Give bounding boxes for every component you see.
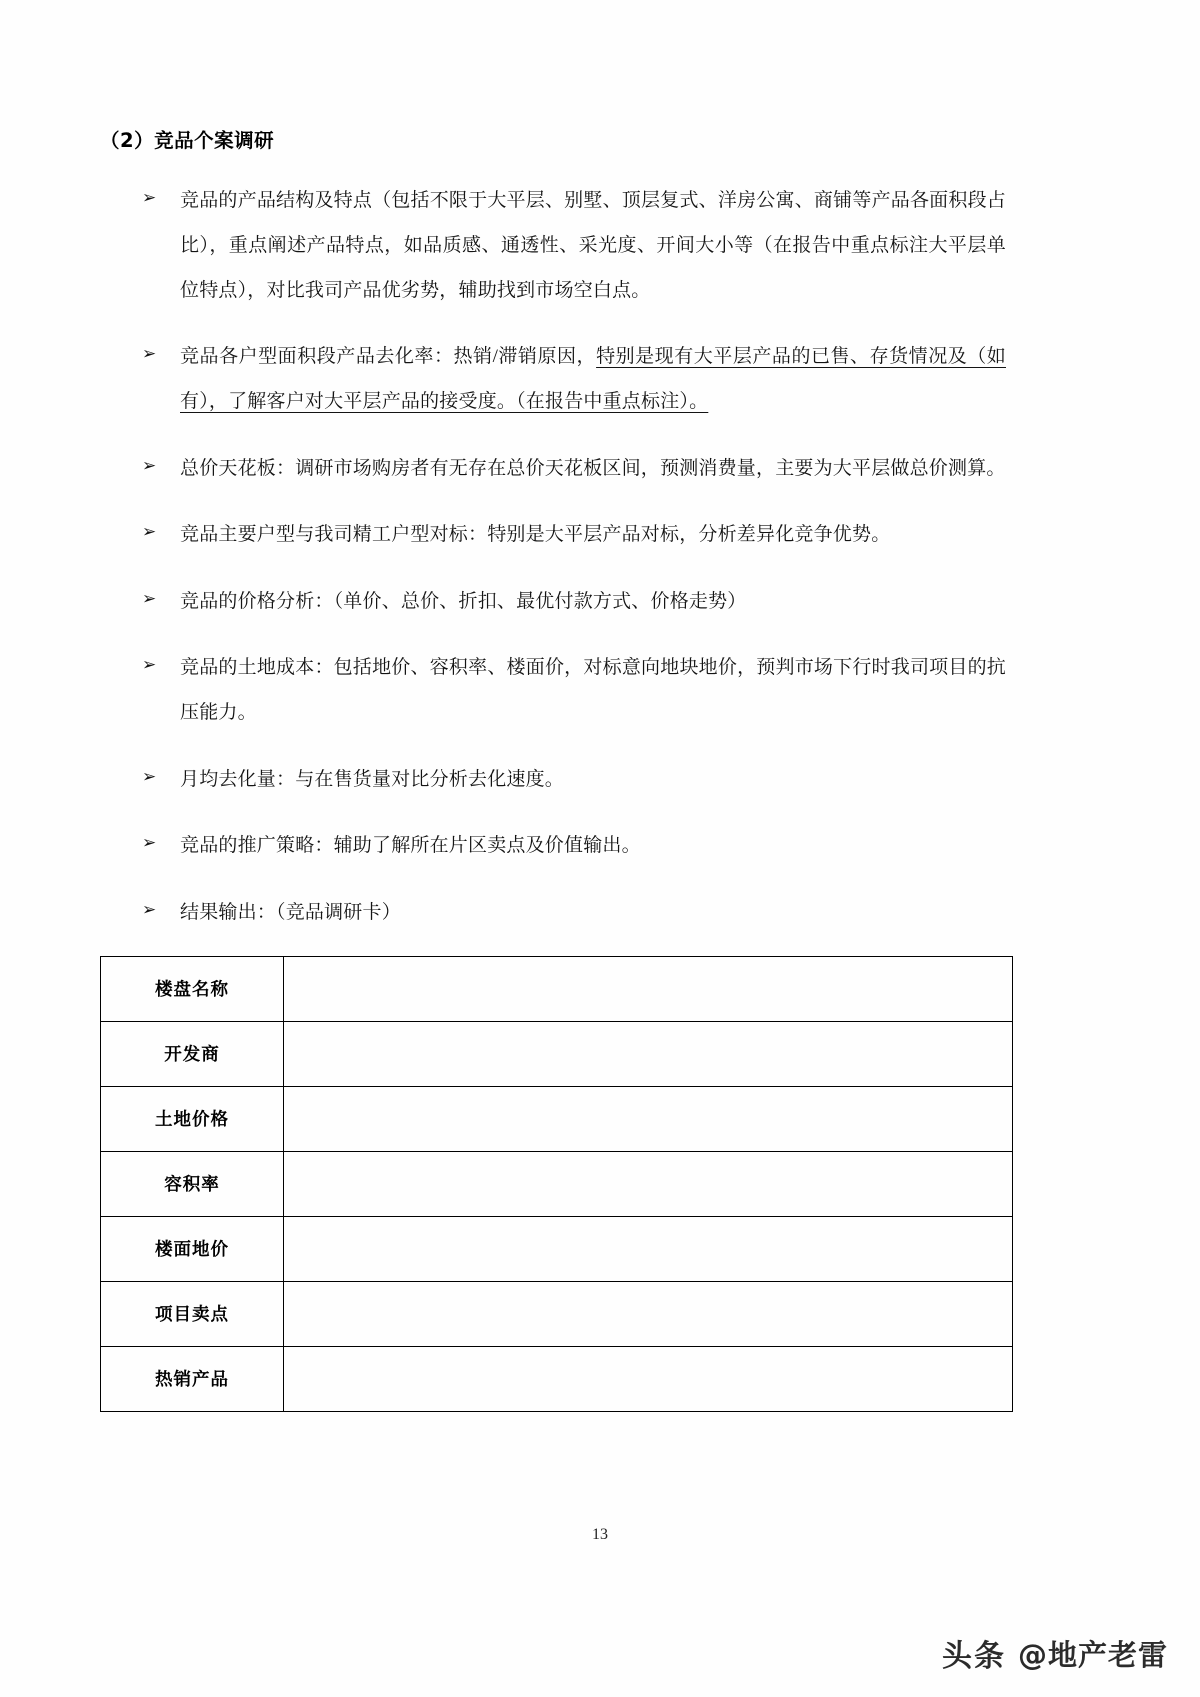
row-value-hot-products[interactable] — [284, 1346, 1013, 1411]
watermark — [942, 1631, 1168, 1675]
row-label-floor-land-price: 楼面地价 — [101, 1216, 284, 1281]
row-value-selling-points[interactable] — [284, 1281, 1013, 1346]
arrow-bullet-icon: ➢ — [142, 833, 157, 854]
row-value-project-name[interactable] — [284, 956, 1013, 1021]
table-row — [101, 1281, 1013, 1346]
list-item-text: 竞品的价格分析：（单价、总价、折扣、最优付款方式、价格走势） — [180, 590, 747, 612]
list-item-text: 结果输出：（竞品调研卡） — [180, 902, 401, 924]
arrow-bullet-icon: ➢ — [142, 344, 157, 365]
list-item-text: 竞品主要户型与我司精工户型对标：特别是大平层产品对标，分析差异化竞争优势。 — [180, 524, 891, 546]
table-row — [101, 1021, 1013, 1086]
list-item — [100, 513, 1006, 558]
list-item — [100, 824, 1006, 869]
table-row — [101, 1151, 1013, 1216]
list-item-text: 竞品的推广策略：辅助了解所在片区卖点及价值输出。 — [180, 835, 641, 857]
table-row — [101, 1216, 1013, 1281]
bullet-list — [100, 179, 1006, 935]
list-item-text: 月均去化量：与在售货量对比分析去化速度。 — [180, 768, 565, 790]
row-label-hot-products: 热销产品 — [101, 1346, 284, 1411]
page-number: 13 — [592, 1526, 608, 1543]
list-item — [100, 646, 1006, 735]
arrow-bullet-icon: ➢ — [142, 766, 157, 787]
list-item — [100, 335, 1006, 424]
list-item — [100, 891, 1006, 936]
row-value-land-price[interactable] — [284, 1086, 1013, 1151]
watermark-handle: @地产老雷 — [1017, 1637, 1168, 1672]
list-item-text: 总价天花板：调研市场购房者有无存在总价天花板区间，预测消费量，主要为大平层做总价测算。 — [180, 457, 1006, 479]
arrow-bullet-icon: ➢ — [142, 455, 157, 476]
table-row — [101, 1346, 1013, 1411]
list-item — [100, 758, 1006, 803]
list-item-text-underlined: 特别是现有大平层产品的已售、存货情况及（如有），了解客户对大平层产品的接受度。（在报告中重点标注）。 — [180, 346, 1006, 412]
arrow-bullet-icon: ➢ — [142, 588, 157, 609]
arrow-bullet-icon: ➢ — [142, 522, 157, 543]
table-row — [101, 956, 1013, 1021]
list-item-text — [180, 335, 1006, 424]
list-item-text: 竞品的产品结构及特点（包括不限于大平层、别墅、顶层复式、洋房公寓、商铺等产品各面积段占比），重点阐述产品特点，如品质感、通透性、采光度、开间大小等（在报告中重点标注大平层单位特点），对比我司产品优劣势，辅助找到市场空白点。 — [180, 190, 1006, 301]
watermark-logo: 头条 — [941, 1639, 1006, 1674]
list-item — [100, 447, 1006, 492]
row-label-selling-points: 项目卖点 — [101, 1281, 284, 1346]
row-value-plot-ratio[interactable] — [284, 1151, 1013, 1216]
row-value-floor-land-price[interactable] — [284, 1216, 1013, 1281]
row-value-developer[interactable] — [284, 1021, 1013, 1086]
list-item-text-plain: 竞品各户型面积段产品去化率：热销/滞销原因， — [180, 346, 597, 368]
arrow-bullet-icon: ➢ — [142, 900, 157, 921]
table-row — [101, 1086, 1013, 1151]
row-label-land-price: 土地价格 — [101, 1086, 284, 1151]
arrow-bullet-icon: ➢ — [142, 188, 157, 209]
document-content — [100, 128, 1006, 1412]
row-label-plot-ratio: 容积率 — [101, 1151, 284, 1216]
list-item — [100, 179, 1006, 313]
arrow-bullet-icon: ➢ — [142, 655, 157, 676]
table-body — [101, 956, 1013, 1411]
competitor-research-card-table — [100, 956, 1013, 1412]
page-title: （2）竞品个案调研 — [100, 129, 275, 152]
row-label-developer: 开发商 — [101, 1021, 284, 1086]
list-item — [100, 580, 1006, 625]
row-label-project-name: 楼盘名称 — [101, 956, 284, 1021]
list-item-text: 竞品的土地成本：包括地价、容积率、楼面价，对标意向地块地价，预判市场下行时我司项目的抗压能力。 — [180, 657, 1006, 724]
